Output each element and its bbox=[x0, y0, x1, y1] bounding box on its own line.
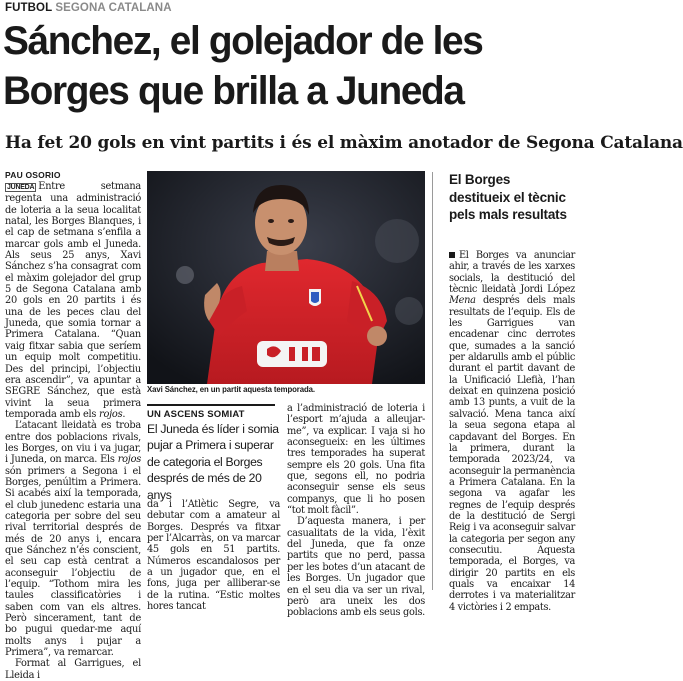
paragraph bbox=[5, 181, 141, 420]
subsection-label: SEGONA CATALANA bbox=[55, 2, 172, 14]
quote-box-title: UN ASCENS SOMIAT bbox=[147, 409, 245, 420]
paragraph-text: L’atacant lleidatà es troba entre dos poblacions rivals, les Borges, on viu i va jugar, i Juneda, on marca. Els bbox=[5, 420, 141, 466]
photo-caption: Xavi Sánchez, en un partit aquesta temporada. bbox=[147, 385, 315, 394]
headline: Sánchez, el golejador de les Borges que brilla a Juneda bbox=[3, 19, 483, 113]
player-illustration bbox=[147, 171, 425, 384]
italic-text: rojos bbox=[117, 454, 141, 466]
square-bullet-icon bbox=[449, 252, 455, 258]
paragraph-text: són primers a Segona i el Borges, penúltim a Primera. Si acabés així la temporada, el club junedenc estaria una categoria per sobre del seu rival territorial després de més de 20 anys i, encara que Sánchez n’és conscient, el seu cap està centrat a aconseguir l’objectiu de l’equip. “Tothom mira les taules classificatòries i saben com van els altres. Però sincerament, tant de bo pugui quedar-me aquí molts anys i pujar a Primera”, va remarcar. bbox=[5, 465, 141, 659]
italic-text: Mena bbox=[449, 295, 476, 307]
paragraph: D’aquesta manera, i per casualitats de la vida, l’èxit del Juneda, que fa onze partits que no perd, passa per les botes d’un atacant de les Borges. Un jugador que en el seu dia va ser un rival, però ara uneix les dos poblacions amb els seus gols. bbox=[287, 516, 425, 619]
quote-divider bbox=[147, 404, 275, 406]
player-photo bbox=[147, 171, 425, 384]
section-label: FUTBOL bbox=[5, 2, 53, 14]
sidebar-text: El Borges va anunciar ahir, a través de les xarxes socials, la destitució del tècnic lleidatà Jordi López bbox=[449, 250, 575, 296]
article-column-2 bbox=[147, 499, 280, 612]
section-kicker bbox=[5, 2, 172, 14]
byline: PAU OSORIO bbox=[5, 170, 61, 180]
article-column-1 bbox=[5, 181, 141, 681]
italic-text: rojos bbox=[99, 408, 123, 420]
paragraph: Format al Garrigues, el Lleida i bbox=[5, 658, 141, 681]
subheadline: Ha fet 20 gols en vint partits i és el màxim anotador de Segona Catalana bbox=[5, 133, 683, 153]
article-column-3 bbox=[287, 403, 425, 619]
paragraph-text: Entre setmana regenta una administració de loteria a la seua localitat natal, les Borges Blanques, i el cap de setmana s’enfila a marcar gols amb el Juneda. Als seus 25 anys, Xavi Sánchez s’ha consagrat com el màxim golejador del grup 5 de Segona Catalana amb 20 gols en 20 partits i és una de les peces clau del Juneda, que somia tornar a Primera Catalana. “Quan vaig fitxar sabia que seríem un equip molt competitiu. Des del principi, l’objectiu era ascendir”, va apuntar a SEGRE Sánchez, que està vivint la seua primera temporada amb els bbox=[5, 181, 141, 420]
pull-quote: El Juneda és líder i somia pujar a Primera i superar de categoria el Borges després de més de 20 anys bbox=[147, 422, 279, 502]
paragraph: a l’administració de loteria i l’esport m’ajuda a alleujar-me”, va explicar. I vaja si ho aconsegueix: en les últimes tres temporades ha superat sempre els 20 gols. Una fita que, segons ell, no podria aconseguir sense els seus companys, que li ho posen “tot molt fàcil”. bbox=[287, 403, 425, 517]
paragraph bbox=[5, 420, 141, 658]
paragraph-text: . bbox=[122, 408, 126, 420]
sidebar-text: després dels mals resultats de l’equip. Els de les Garrigues van encadenar cinc derrotes que, sumades a la sanció per aldarulls amb el públic durant el partit davant de la Unificació Llefià, l’han deixat en quinzena posició amb 13 punts, a vuit de la salvació. Mena tanca així la seua segona etapa al capdavant del Borges. En la primera, durant la temporada 2023/24, va aconseguir la permanència a Primera Catalana. En la segona va agafar les regnes de l’equip després de la destitució de Sergi Reig i va aconseguir salvar la categoria per segon any consecutiu. Aquesta temporada, el Borges, va dirigir 20 partits en els quals va encaixar 14 derrotes i va materialitzar 4 victòries i 2 empats. bbox=[449, 295, 575, 613]
paragraph: da i l’Atlètic Segre, va debutar com a amateur al Borges. Després va fitxar per l’Alcarràs, on va marcar 45 gols en 51 partits. Números escandalosos per a un jugador que, en el fons, juga per alliberar-se de la rutina. “Estic moltes hores tancat bbox=[147, 499, 280, 613]
sidebar-divider bbox=[432, 172, 433, 590]
sidebar-title: El Borges destitueix el tècnic pels mals resultats bbox=[449, 172, 567, 223]
sidebar-body bbox=[449, 250, 575, 613]
dateline-badge: JUNEDA bbox=[7, 184, 35, 191]
